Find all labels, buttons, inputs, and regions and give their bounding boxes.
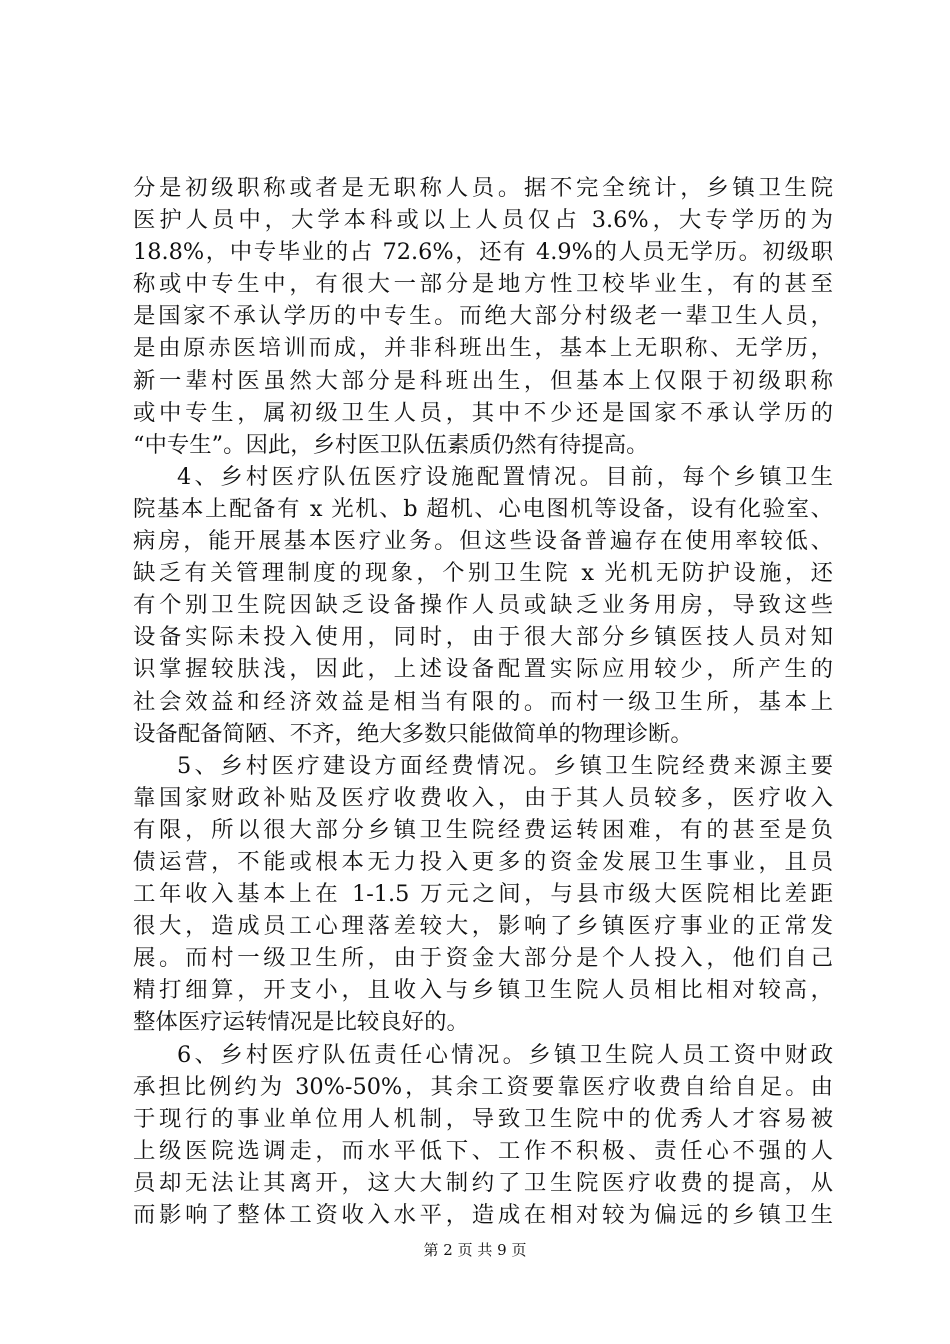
text-line: 有个别卫生院因缺乏设备操作人员或缺乏业务用房，导致这些: [133, 592, 833, 619]
text-line: 上级医院选调走，而水平低下、工作不积极、责任心不强的人: [133, 1137, 833, 1164]
text-line: 分是初级职称或者是无职称人员。据不完全统计，乡镇卫生院: [133, 175, 833, 201]
text-line: 整体医疗运转情况是比较良好的。: [133, 1009, 469, 1036]
text-line: 或中专生，属初级卫生人员，其中不少还是国家不承认学历的: [133, 399, 833, 426]
text-line: 债运营，不能或根本无力投入更多的资金发展卫生事业，且员: [133, 848, 833, 875]
text-line: 展。而村一级卫生所，由于资金大部分是个人投入，他们自己: [133, 945, 833, 972]
text-line: 靠国家财政补贴及医疗收费收入，由于其人员较多，医疗收入: [133, 784, 833, 811]
text-line: 于现行的事业单位用人机制，导致卫生院中的优秀人才容易被: [133, 1105, 833, 1132]
text-line: 缺乏有关管理制度的现象，个别卫生院 x 光机无防护设施，还: [133, 560, 833, 587]
text-line: 设备配备简陋、不齐，绝大多数只能做简单的物理诊断。: [133, 720, 693, 747]
text-line: 4、乡村医疗队伍医疗设施配置情况。目前，每个乡镇卫生: [177, 463, 833, 490]
text-line: 医护人员中，大学本科或以上人员仅占 3.6%，大专学历的为: [133, 207, 833, 234]
text-line: 5、乡村医疗建设方面经费情况。乡镇卫生院经费来源主要: [177, 752, 833, 779]
text-line: 病房，能开展基本医疗业务。但这些设备普遍存在使用率较低、: [133, 528, 833, 555]
text-line: 而影响了整体工资收入水平，造成在相对较为偏远的乡镇卫生: [133, 1202, 833, 1228]
text-line: “中专生”。因此，乡村医卫队伍素质仍然有待提高。: [133, 431, 649, 458]
text-line: 是由原赤医培训而成，并非科班出生，基本上无职称、无学历，: [133, 335, 833, 362]
text-line: 有限，所以很大部分乡镇卫生院经费运转困难，有的甚至是负: [133, 816, 833, 843]
text-line: 精打细算，开支小，且收入与乡镇卫生院人员相比相对较高，: [133, 977, 833, 1004]
text-line: 社会效益和经济效益是相当有限的。而村一级卫生所，基本上: [133, 688, 833, 715]
text-line: 员却无法让其离开，这大大制约了卫生院医疗收费的提高，从: [133, 1169, 833, 1196]
text-line: 设备实际未投入使用，同时，由于很大部分乡镇医技人员对知: [133, 624, 833, 651]
text-line: 识掌握较肤浅，因此，上述设备配置实际应用较少，所产生的: [133, 656, 833, 683]
text-line: 18.8%，中专毕业的占 72.6%，还有 4.9%的人员无学历。初级职: [133, 239, 833, 266]
text-line: 院基本上配备有 x 光机、b 超机、心电图机等设备，设有化验室、: [133, 495, 833, 522]
text-line: 新一辈村医虽然大部分是科班出生，但基本上仅限于初级职称: [133, 367, 833, 394]
text-line: 承担比例约为 30%-50%，其余工资要靠医疗收费自给自足。由: [133, 1073, 833, 1100]
text-line: 6、乡村医疗队伍责任心情况。乡镇卫生院人员工资中财政: [177, 1041, 833, 1068]
text-line: 工年收入基本上在 1-1.5 万元之间，与县市级大医院相比差距: [133, 881, 833, 908]
page-number-footer: 第 2 页 共 9 页: [423, 1241, 527, 1259]
text-line: 是国家不承认学历的中专生。而绝大部分村级老一辈卫生人员，: [133, 303, 833, 330]
document-body: [133, 172, 833, 1231]
text-line: 很大，造成员工心理落差较大，影响了乡镇医疗事业的正常发: [133, 913, 833, 940]
text-line: 称或中专生中，有很大一部分是地方性卫校毕业生，有的甚至: [133, 271, 833, 298]
